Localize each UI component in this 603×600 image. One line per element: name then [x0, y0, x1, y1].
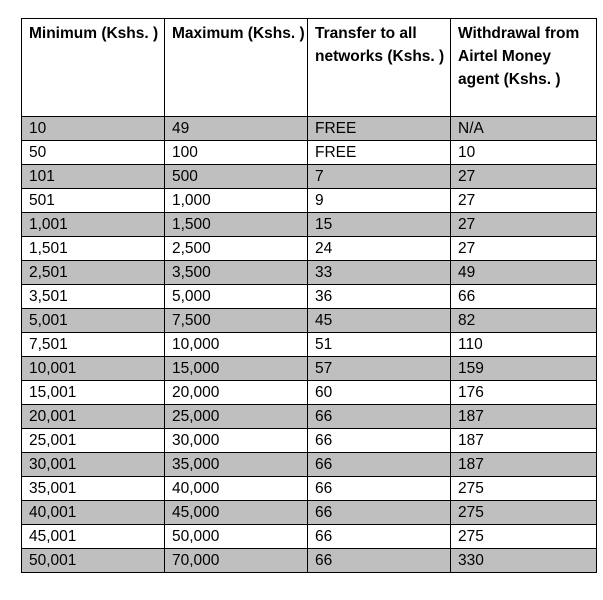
- cell-withdrawal: 27: [451, 213, 597, 237]
- cell-maximum: 1,500: [165, 213, 308, 237]
- table-row: [22, 525, 597, 549]
- cell-withdrawal: 275: [451, 525, 597, 549]
- table-row: [22, 453, 597, 477]
- cell-minimum: 3,501: [22, 285, 165, 309]
- cell-minimum: 10: [22, 117, 165, 141]
- cell-minimum: 30,001: [22, 453, 165, 477]
- cell-withdrawal: 275: [451, 501, 597, 525]
- cell-minimum: 2,501: [22, 261, 165, 285]
- table-row: [22, 285, 597, 309]
- cell-transfer: 60: [308, 381, 451, 405]
- cell-minimum: 50: [22, 141, 165, 165]
- cell-minimum: 1,001: [22, 213, 165, 237]
- table-row: [22, 261, 597, 285]
- cell-maximum: 20,000: [165, 381, 308, 405]
- table-row: [22, 213, 597, 237]
- table-row: [22, 357, 597, 381]
- table-row: [22, 477, 597, 501]
- cell-transfer: 36: [308, 285, 451, 309]
- table-row: [22, 405, 597, 429]
- cell-transfer: 9: [308, 189, 451, 213]
- header-maximum: Maximum (Kshs. ): [165, 19, 308, 117]
- cell-minimum: 40,001: [22, 501, 165, 525]
- cell-minimum: 5,001: [22, 309, 165, 333]
- cell-withdrawal: 27: [451, 189, 597, 213]
- cell-maximum: 50,000: [165, 525, 308, 549]
- cell-withdrawal: 66: [451, 285, 597, 309]
- cell-minimum: 25,001: [22, 429, 165, 453]
- header-row: [22, 19, 597, 117]
- cell-transfer: 66: [308, 525, 451, 549]
- cell-withdrawal: 330: [451, 549, 597, 573]
- cell-transfer: 57: [308, 357, 451, 381]
- cell-withdrawal: 49: [451, 261, 597, 285]
- cell-withdrawal: 110: [451, 333, 597, 357]
- table-row: [22, 165, 597, 189]
- cell-transfer: FREE: [308, 141, 451, 165]
- table-row: [22, 237, 597, 261]
- cell-withdrawal: 27: [451, 165, 597, 189]
- cell-transfer: 66: [308, 405, 451, 429]
- cell-minimum: 20,001: [22, 405, 165, 429]
- cell-transfer: 33: [308, 261, 451, 285]
- cell-minimum: 10,001: [22, 357, 165, 381]
- cell-transfer: FREE: [308, 117, 451, 141]
- cell-maximum: 40,000: [165, 477, 308, 501]
- cell-withdrawal: 187: [451, 405, 597, 429]
- cell-maximum: 35,000: [165, 453, 308, 477]
- table-row: [22, 501, 597, 525]
- cell-minimum: 101: [22, 165, 165, 189]
- table-row: [22, 333, 597, 357]
- cell-maximum: 30,000: [165, 429, 308, 453]
- cell-transfer: 51: [308, 333, 451, 357]
- cell-maximum: 5,000: [165, 285, 308, 309]
- cell-withdrawal: 10: [451, 141, 597, 165]
- cell-withdrawal: 187: [451, 429, 597, 453]
- cell-maximum: 15,000: [165, 357, 308, 381]
- tariff-table: [21, 18, 597, 573]
- table-row: [22, 549, 597, 573]
- cell-minimum: 1,501: [22, 237, 165, 261]
- cell-minimum: 501: [22, 189, 165, 213]
- cell-minimum: 15,001: [22, 381, 165, 405]
- cell-transfer: 66: [308, 453, 451, 477]
- cell-maximum: 3,500: [165, 261, 308, 285]
- cell-transfer: 66: [308, 429, 451, 453]
- cell-transfer: 66: [308, 549, 451, 573]
- cell-withdrawal: 187: [451, 453, 597, 477]
- header-withdrawal: Withdrawal from Airtel Money agent (Kshs. ): [451, 19, 597, 117]
- cell-maximum: 25,000: [165, 405, 308, 429]
- table-row: [22, 189, 597, 213]
- table-row: [22, 429, 597, 453]
- cell-maximum: 2,500: [165, 237, 308, 261]
- cell-transfer: 7: [308, 165, 451, 189]
- cell-withdrawal: 82: [451, 309, 597, 333]
- cell-maximum: 45,000: [165, 501, 308, 525]
- header-transfer: Transfer to all networks (Kshs. ): [308, 19, 451, 117]
- cell-withdrawal: 159: [451, 357, 597, 381]
- table-row: [22, 381, 597, 405]
- table-row: [22, 117, 597, 141]
- cell-withdrawal: 176: [451, 381, 597, 405]
- cell-maximum: 1,000: [165, 189, 308, 213]
- cell-transfer: 45: [308, 309, 451, 333]
- cell-minimum: 7,501: [22, 333, 165, 357]
- cell-withdrawal: N/A: [451, 117, 597, 141]
- table-row: [22, 141, 597, 165]
- cell-maximum: 100: [165, 141, 308, 165]
- cell-maximum: 10,000: [165, 333, 308, 357]
- cell-minimum: 50,001: [22, 549, 165, 573]
- table-body: [22, 117, 597, 573]
- cell-withdrawal: 275: [451, 477, 597, 501]
- cell-transfer: 66: [308, 501, 451, 525]
- table-row: [22, 309, 597, 333]
- cell-transfer: 15: [308, 213, 451, 237]
- cell-minimum: 45,001: [22, 525, 165, 549]
- cell-maximum: 70,000: [165, 549, 308, 573]
- cell-transfer: 24: [308, 237, 451, 261]
- cell-transfer: 66: [308, 477, 451, 501]
- header-minimum: Minimum (Kshs. ): [22, 19, 165, 117]
- cell-maximum: 49: [165, 117, 308, 141]
- cell-maximum: 500: [165, 165, 308, 189]
- cell-maximum: 7,500: [165, 309, 308, 333]
- cell-withdrawal: 27: [451, 237, 597, 261]
- cell-minimum: 35,001: [22, 477, 165, 501]
